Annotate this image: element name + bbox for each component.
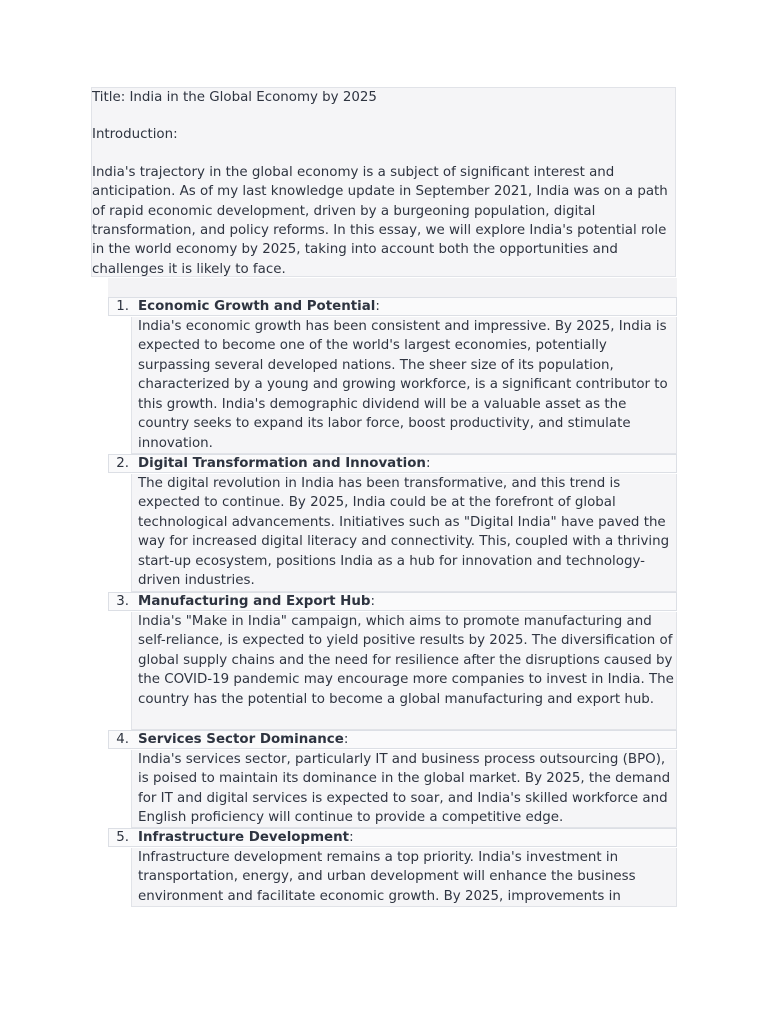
section-1-heading-line (138, 297, 380, 316)
section-4-number: 4. (116, 732, 129, 747)
section-3-colon: : (370, 594, 376, 609)
section-3-heading: Manufacturing and Export Hub (138, 594, 371, 609)
section-1-number: 1. (116, 299, 129, 314)
section-4-heading-line (138, 730, 348, 749)
section-3-number: 3. (116, 594, 129, 609)
section-2-colon: : (425, 456, 431, 471)
section-1-colon: : (375, 299, 380, 314)
intro-block (91, 87, 676, 277)
section-4-body: India's services sector, particularly IT and business process outsourcing (BPO), is poised to maintain its dominance in the global market. By 2025, the demand for IT and digital services is expected to soar, and India's skilled workforce and English proficiency will continue to provide a competitive edge. (131, 750, 677, 828)
section-5-colon: : (349, 830, 354, 845)
intro-heading: Introduction: (92, 127, 178, 143)
section-2-body: The digital revolution in India has been transformative, and this trend is expected to continue. By 2025, India could be at the forefront of global technological advancements. Initiatives such as "Digital India" have paved the way for increased digital literacy and connectivity. This, coupled with a thriving start-up ecosystem, positions India as a hub for innovation and technology-driven industries. (131, 474, 677, 592)
section-3-body: India's "Make in India" campaign, which aims to promote manufacturing and self-reliance, is expected to yield positive results by 2025. The diversification of global supply chains and the need for resilience after the disruptions caused by the COVID-19 pandemic may encourage more companies to invest in India. The country has the potential to become a global manufacturing and export hub. (131, 612, 677, 730)
list-top-spacer (108, 278, 677, 297)
section-5-heading-line (138, 828, 354, 847)
section-3-heading-line (138, 592, 375, 611)
section-1-heading: Economic Growth and Potential (138, 299, 376, 314)
section-5-body: Infrastructure development remains a top priority. India's investment in transportation, energy, and urban development will enhance the business environment and facilitate economic growth. By 2025, improvements in (131, 848, 677, 907)
section-2-heading-line (138, 454, 430, 473)
section-4-colon: : (343, 732, 349, 747)
intro-paragraph: India's trajectory in the global economy is a subject of significant interest and anticipation. As of my last knowledge update in September 2021, India was on a path of rapid economic development, driven by a burgeoning population, digital transformation, and policy reforms. In this essay, we will explore India's potential role in the world economy by 2025, taking into account both the opportunities and challenges it is likely to face. (92, 164, 668, 277)
section-2-heading: Digital Transformation and Innovation (138, 456, 426, 471)
section-2-number: 2. (116, 456, 129, 471)
section-4-heading: Services Sector Dominance (138, 732, 344, 747)
section-1-body: India's economic growth has been consistent and impressive. By 2025, India is expected to become one of the world's largest economies, potentially surpassing several developed nations. The sheer size of its population, characterized by a young and growing workforce, is a significant contributor to this growth. India's demographic dividend will be a valuable asset as the country seeks to expand its labor force, boost productivity, and stimulate innovation. (131, 317, 677, 454)
section-5-heading: Infrastructure Development (138, 830, 350, 845)
document-title: Title: India in the Global Economy by 2025 (92, 90, 377, 105)
section-5-number: 5. (116, 830, 129, 845)
